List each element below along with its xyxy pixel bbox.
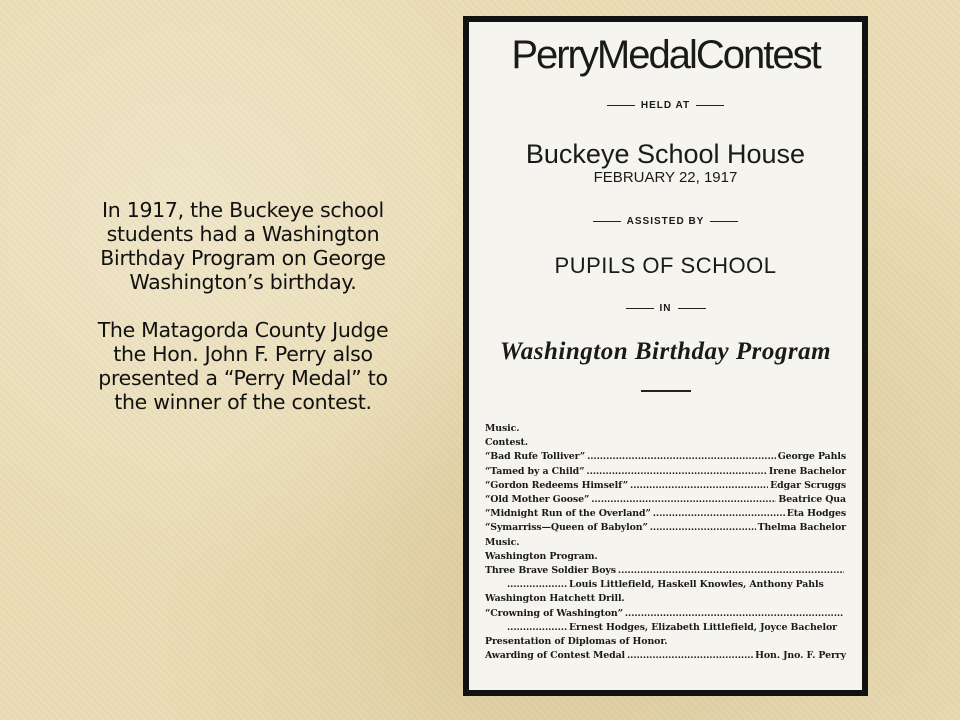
program-item-title: “Tamed by a Child” [485,465,585,477]
event-date: FEBRUARY 22, 1917 [593,169,738,186]
dot-leader [653,507,785,521]
dot-leader [625,607,844,621]
program-item [485,507,846,521]
program-item [485,550,846,564]
program-item [485,450,846,464]
program-item-performer: Eta Hodges [786,508,846,520]
program-item-title: Washington Program. [485,550,598,562]
program-item-title: Contest. [485,437,528,449]
program-items-list [485,422,846,663]
dot-leader [627,649,753,663]
divider [593,221,621,222]
caption-paragraph-2: The Matagorda County Judge the Hon. John F. Perry also presented a “Perry Medal” to the winner of the contest. [97,318,389,414]
in-line [485,303,846,314]
program-item-title: “Gordon Redeems Himself” [485,479,629,491]
program-item-title: Three Brave Soldier Boys [485,565,616,577]
divider [678,308,706,309]
program-item [485,621,846,635]
program-item [485,592,846,606]
divider [641,390,691,392]
dot-leader [650,521,756,535]
pupils-heading: PUPILS OF SCHOOL [554,253,777,278]
program-item-performer: Thelma Bachelor [757,522,846,534]
caption-paragraph-1: In 1917, the Buckeye school students had a Washington Birthday Program on George Washington’s birthday. [100,198,386,294]
dot-leader [630,479,768,493]
in-label: IN [659,303,672,314]
program-item-performer: Irene Bachelor [768,465,846,477]
program-item [485,465,846,479]
dot-leader [507,621,567,635]
washington-program-title: Washington Birthday Program [499,338,832,365]
program-item-performer: Edgar Scruggs [770,479,846,491]
program-item-title: “Bad Rufe Tolliver” [485,451,586,463]
held-at-line [485,100,846,111]
divider [696,105,724,106]
program-title: PerryMedalContest [511,33,820,77]
held-at-label: HELD AT [640,100,691,111]
dot-leader [591,493,776,507]
program-item [485,521,846,535]
program-item [485,479,846,493]
program-document-frame [463,16,868,696]
program-item-performer: Louis Littlefield, Haskell Knowles, Anthony Pahls [569,579,824,591]
program-item-title: “Old Mother Goose” [485,494,590,506]
program-item-title: “Midnight Run of the Overland” [485,508,651,520]
divider [607,105,635,106]
program-item-performer: Beatrice Qua [778,494,846,506]
program-item [485,578,846,592]
program-item [485,493,846,507]
venue: Buckeye School House [525,139,806,169]
slide-caption [88,198,398,438]
program-item-title: Washington Hatchett Drill. [485,593,625,605]
program-item [485,564,846,578]
program-item-performer: Ernest Hodges, Elizabeth Littlefield, Joyce Bachelor [569,621,837,633]
program-item [485,536,846,550]
assisted-by-label: ASSISTED BY [626,216,705,227]
divider [626,308,654,309]
program-item-title: “Crowning of Washington” [485,607,623,619]
divider [710,221,738,222]
program-item [485,422,846,436]
assisted-by-line [485,216,846,227]
program-item-title: Music. [485,536,520,548]
dot-leader [507,578,567,592]
program-page [469,22,862,690]
program-item [485,649,846,663]
program-item [485,607,846,621]
dot-leader [586,465,766,479]
dot-leader [618,564,844,578]
program-item-performer: George Pahls [777,451,846,463]
program-item-performer: Hon. Jno. F. Perry [755,650,846,662]
program-item-title: Awarding of Contest Medal [485,650,626,662]
program-item [485,635,846,649]
program-item [485,436,846,450]
dot-leader [587,450,776,464]
program-item-title: Music. [485,423,520,434]
program-item-title: Presentation of Diplomas of Honor. [485,636,668,648]
program-item-title: “Symarriss—Queen of Babylon” [485,522,648,534]
